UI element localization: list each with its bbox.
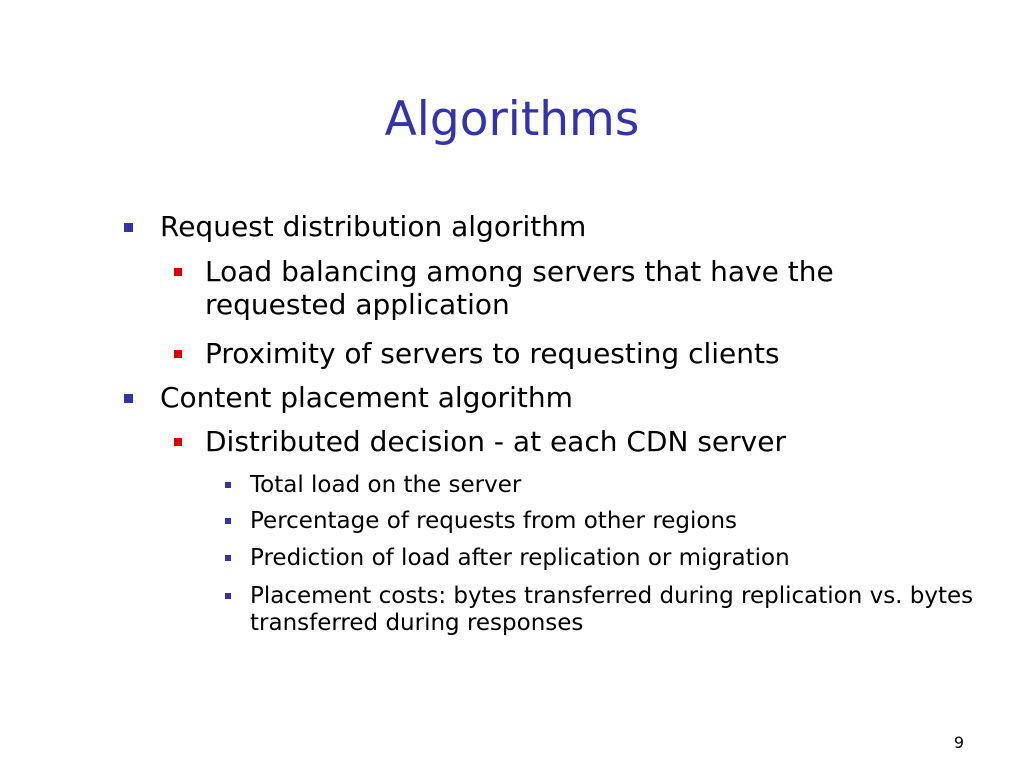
bullet-request-distribution [160,210,940,243]
slide-title: Algorithms [384,92,640,147]
bullet-text: Percentage of requests from other regions [250,508,738,534]
bullet-text: Total load on the server [250,472,522,498]
square-bullet-icon [225,593,231,599]
bullet-total-load [250,472,990,499]
bullet-prediction-load [250,545,990,572]
bullet-content-placement [160,381,940,414]
square-bullet-icon [174,268,182,276]
bullet-load-balancing [205,255,925,321]
bullet-text: Placement costs: bytes transferred during replication vs. bytes transferred during responses [250,583,974,637]
bullet-distributed-decision [205,425,925,458]
square-bullet-icon [225,482,231,488]
bullet-placement-costs [250,583,990,637]
square-bullet-icon [225,518,231,524]
square-bullet-icon [124,394,133,403]
page-number: 9 [953,733,964,752]
bullet-text: Prediction of load after replication or migration [250,545,790,571]
square-bullet-icon [124,223,133,232]
bullet-percentage-requests [250,508,990,535]
square-bullet-icon [174,350,182,358]
bullet-text: Proximity of servers to requesting clients [205,337,780,370]
square-bullet-icon [174,438,182,446]
bullet-text: Load balancing among servers that have the requested application [205,255,834,322]
bullet-text: Distributed decision - at each CDN server [205,425,786,458]
bullet-text: Request distribution algorithm [160,210,587,243]
bullet-text: Content placement algorithm [160,381,573,414]
bullet-proximity [205,337,925,370]
square-bullet-icon [225,555,231,561]
